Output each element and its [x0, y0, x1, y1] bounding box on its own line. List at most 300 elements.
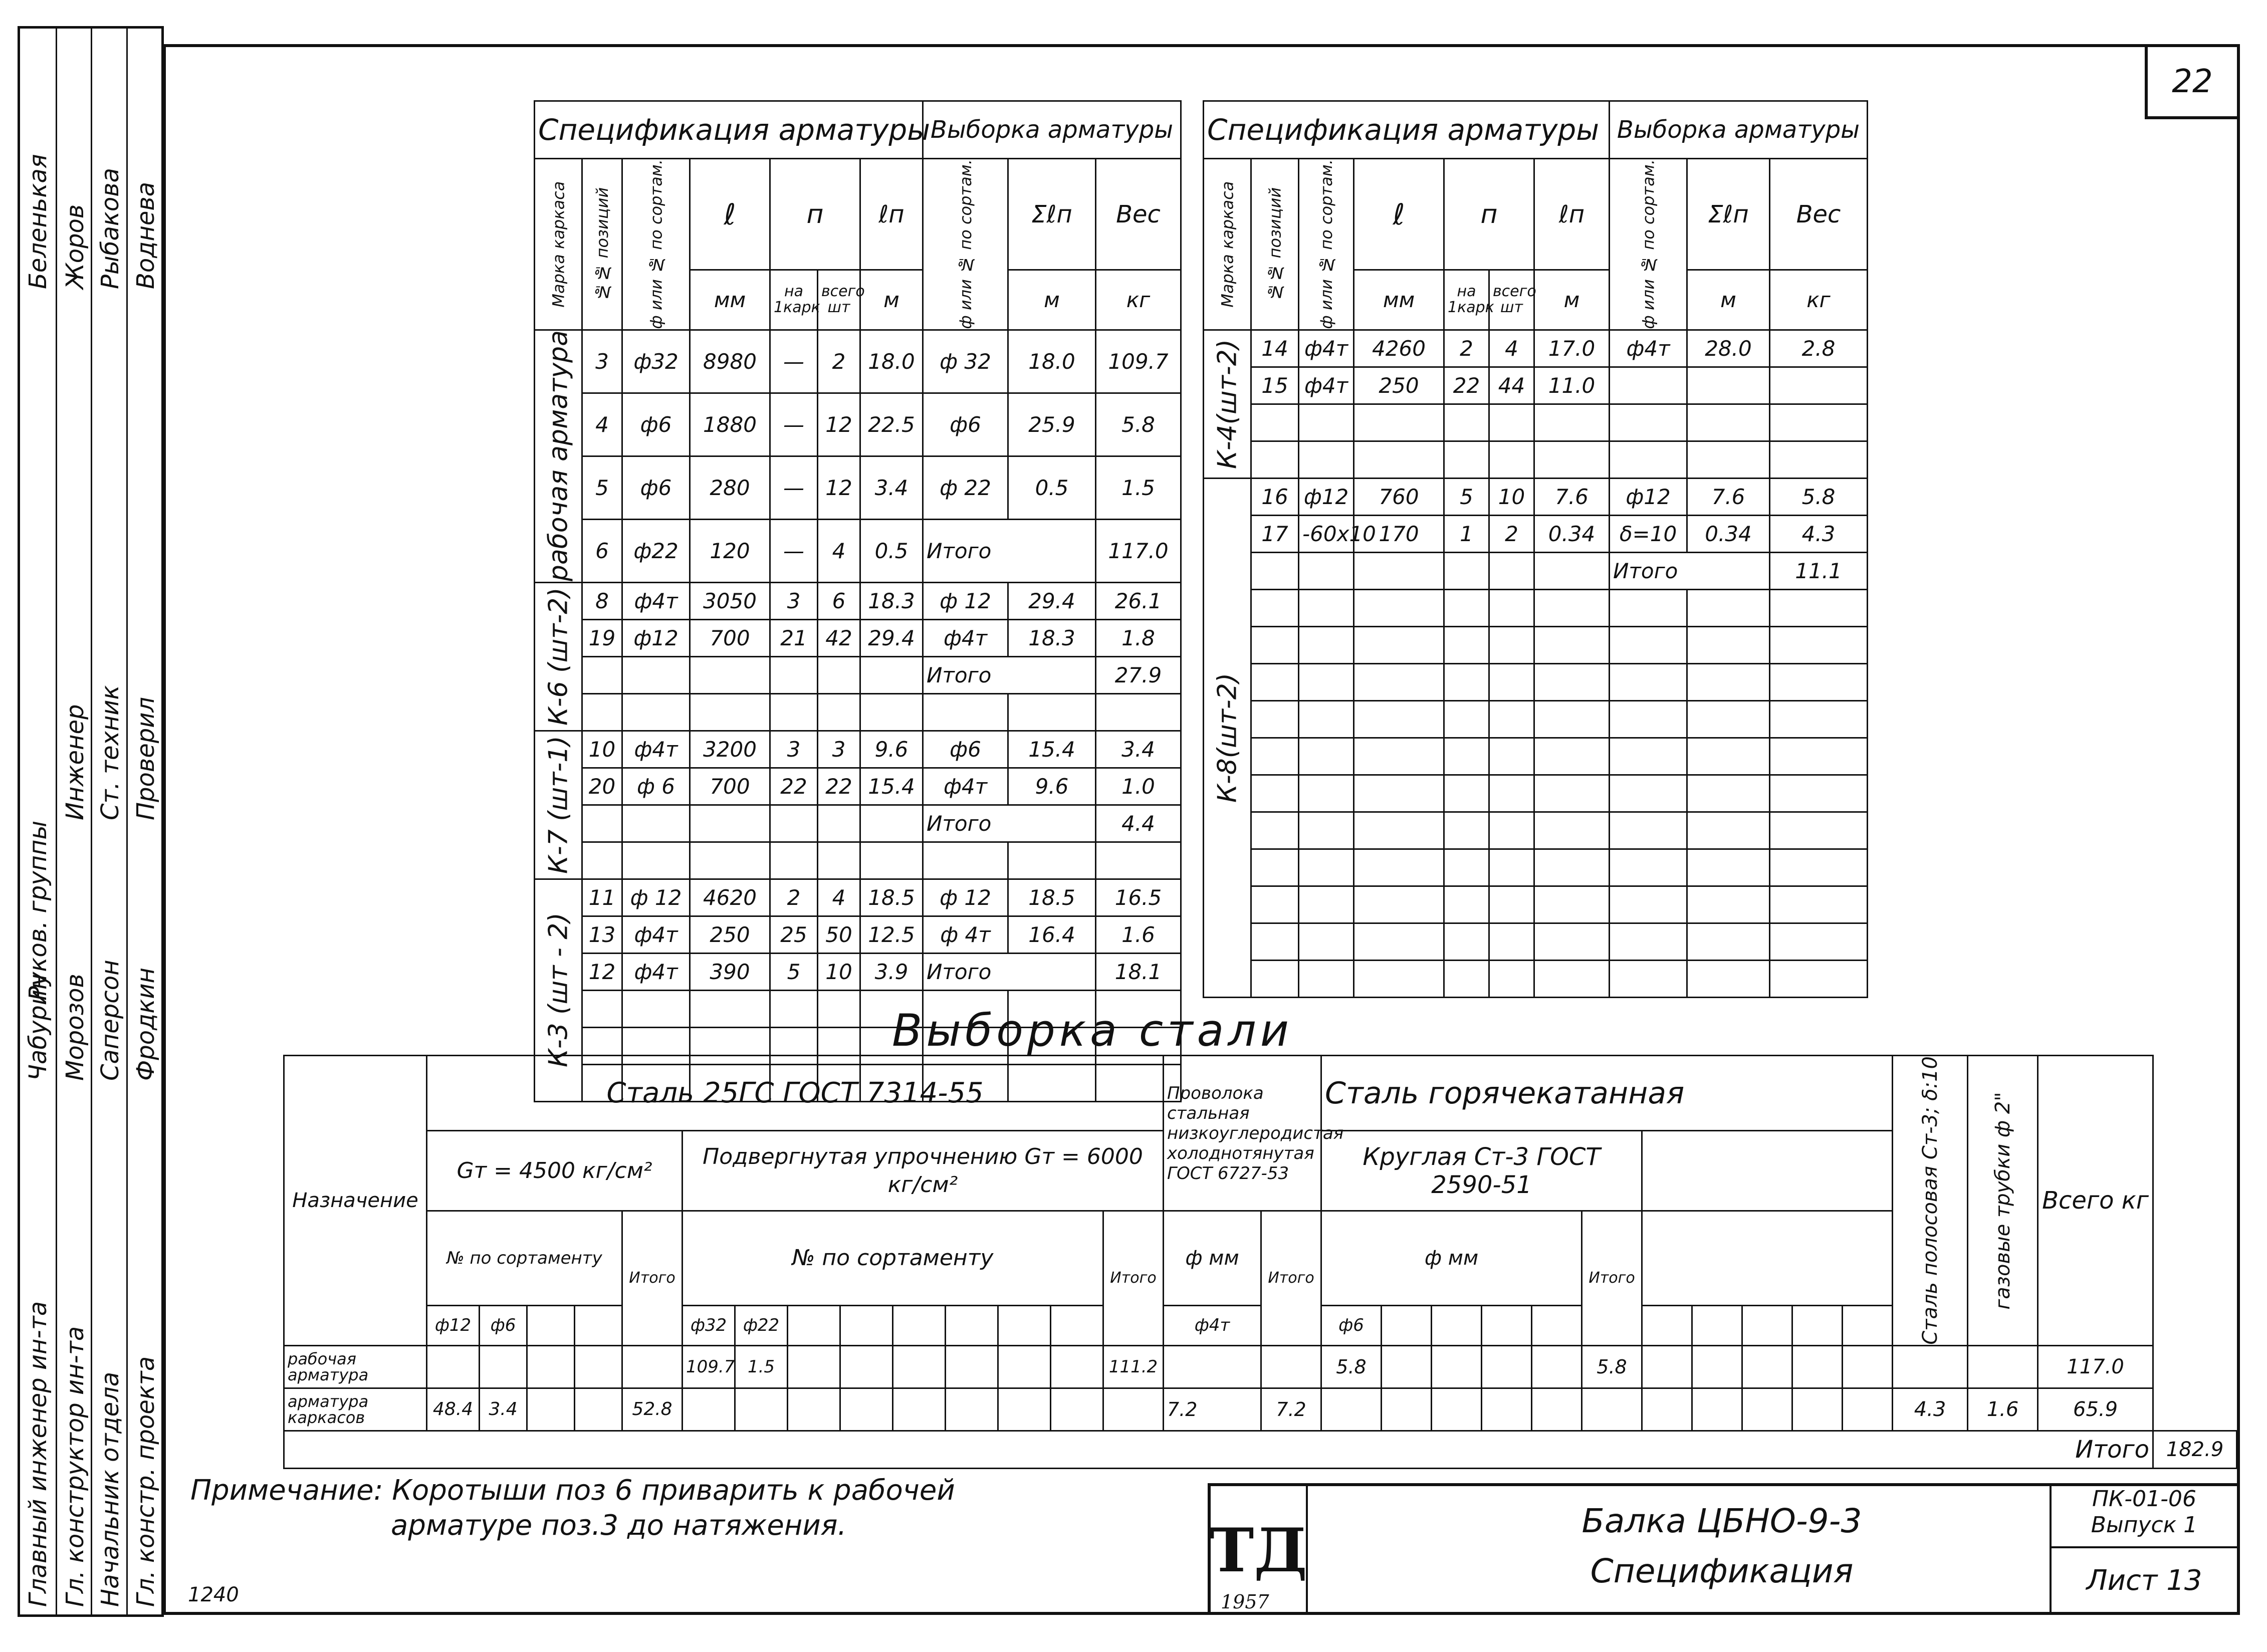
- table-cell: [1687, 367, 1770, 404]
- table-row: [1204, 626, 1868, 663]
- table-cell: [1008, 842, 1096, 879]
- table-cell: ф 32: [923, 330, 1008, 393]
- table-cell: [770, 805, 818, 842]
- table-cell: 390: [690, 953, 770, 990]
- table-cell: 6: [582, 519, 622, 582]
- table-cell: [1489, 775, 1534, 812]
- group-label: К-4(шт-2): [1204, 330, 1251, 478]
- sheet-number: 22: [2145, 44, 2240, 119]
- table-cell: [1354, 812, 1444, 849]
- table-cell: 3200: [690, 731, 770, 768]
- table-cell: [1610, 441, 1687, 478]
- table-cell: [1534, 663, 1610, 700]
- table-cell: [1770, 923, 1868, 960]
- table-cell: [1299, 775, 1354, 812]
- table-cell: [1534, 775, 1610, 812]
- table-cell: [582, 805, 622, 842]
- table-cell: 18.5: [860, 879, 923, 916]
- table-cell: 12.5: [860, 916, 923, 953]
- strip-steel-header: Сталь полосовая Ст-3; δ:10: [1893, 1056, 1968, 1346]
- table-cell: [1770, 626, 1868, 663]
- corner-number: 1240: [188, 1583, 239, 1606]
- table-cell: 11.0: [1534, 367, 1610, 404]
- table-cell: 18.1: [1096, 953, 1181, 990]
- table-cell: [1687, 404, 1770, 441]
- stamp-role: Начальник отдела: [96, 1371, 124, 1607]
- table-cell: [923, 842, 1008, 879]
- table-cell: ф6: [923, 731, 1008, 768]
- table-cell: 11.1: [1770, 552, 1868, 589]
- table-cell: [1610, 367, 1687, 404]
- table-cell: [770, 842, 818, 879]
- title-code: ПК-01-06 Выпуск 1: [2050, 1486, 2237, 1548]
- table-row: [535, 805, 1181, 842]
- table-row: [535, 768, 1181, 805]
- table-cell: [1770, 404, 1868, 441]
- table-cell: ф4т: [1299, 330, 1354, 367]
- logo-year: 1957: [1221, 1591, 1269, 1613]
- col-l: ℓ: [1354, 159, 1444, 270]
- table-cell: [923, 693, 1008, 731]
- table-cell: [1489, 663, 1534, 700]
- table-cell: [1687, 812, 1770, 849]
- table-cell: 9.6: [860, 731, 923, 768]
- table-cell: [1096, 693, 1181, 731]
- table-cell: [1299, 812, 1354, 849]
- col-ln: ℓп: [860, 159, 923, 270]
- table-row: [1204, 700, 1868, 738]
- table-cell: [1299, 738, 1354, 775]
- table-cell: [860, 656, 923, 693]
- table-cell: —: [770, 330, 818, 393]
- table-cell: ф4т: [622, 731, 690, 768]
- table-cell: Итого: [923, 805, 1096, 842]
- col-sel-phi: ф или № по сортам.: [1610, 159, 1687, 330]
- note-line-2: арматуре поз.3 до натяжения.: [391, 1509, 847, 1542]
- cell-value: 52.8: [622, 1388, 683, 1431]
- hardened-header: Подвергнутая упрочнению Gт = 6000 кг/см²: [683, 1131, 1164, 1211]
- wire-header: Проволока стальная низкоуглеродистая холоднотянутая ГОСТ 6727-53: [1164, 1056, 1321, 1211]
- table-cell: [1299, 849, 1354, 886]
- table-cell: [770, 656, 818, 693]
- table-cell: 18.3: [860, 582, 923, 619]
- table-cell: [1444, 552, 1489, 589]
- table-cell: 1.8: [1096, 619, 1181, 656]
- col-phi6-round: ф6: [1321, 1305, 1382, 1345]
- table-cell: [1687, 589, 1770, 626]
- table-cell: ф4т: [622, 953, 690, 990]
- table-cell: 26.1: [1096, 582, 1181, 619]
- institute-logo: [1211, 1486, 1308, 1615]
- by-sort-1: № по сортаменту: [427, 1211, 622, 1306]
- table-cell: [1444, 849, 1489, 886]
- title-main: [1321, 1496, 2123, 1596]
- table-cell: [1489, 700, 1534, 738]
- table-cell: 5: [582, 456, 622, 519]
- table-cell: [1534, 700, 1610, 738]
- table-cell: [1251, 589, 1299, 626]
- table-cell: [1251, 441, 1299, 478]
- table-cell: [1354, 886, 1444, 923]
- table-cell: [1534, 960, 1610, 997]
- table-cell: [1489, 923, 1534, 960]
- table-cell: [1354, 404, 1444, 441]
- stamp-role: Ст. техник: [96, 685, 124, 820]
- unit-m: м: [860, 270, 923, 330]
- table-cell: δ=10: [1610, 515, 1687, 552]
- table-cell: [860, 842, 923, 879]
- table-cell: [1354, 626, 1444, 663]
- table-row: [1204, 515, 1868, 552]
- table-cell: 17: [1251, 515, 1299, 552]
- stamp-col-1: [20, 29, 56, 1614]
- col-phi4t: ф4т: [1164, 1305, 1261, 1345]
- table-row: [1204, 552, 1868, 589]
- table-cell: [1534, 589, 1610, 626]
- table-cell: [1534, 441, 1610, 478]
- steel-selection-title: Выборка стали: [892, 1005, 1293, 1056]
- table-cell: [1299, 700, 1354, 738]
- table-cell: [1251, 404, 1299, 441]
- table-cell: 4.3: [1770, 515, 1868, 552]
- table-cell: [1534, 626, 1610, 663]
- table-cell: —: [770, 393, 818, 456]
- table-cell: 22: [1444, 367, 1489, 404]
- col-phi6: ф6: [480, 1305, 527, 1345]
- table-cell: 4.4: [1096, 805, 1181, 842]
- grand-total-value: 182.9: [2153, 1431, 2237, 1468]
- table-cell: 170: [1354, 515, 1444, 552]
- table-cell: [818, 842, 860, 879]
- col-phi: ф или № по сортам.: [1299, 159, 1354, 330]
- table-cell: 11: [582, 879, 622, 916]
- col-mark: Марка каркаса: [1204, 159, 1251, 330]
- table-cell: [1354, 849, 1444, 886]
- table-cell: —: [770, 519, 818, 582]
- note: [190, 1473, 955, 1543]
- stamp-name: Чабурин: [24, 974, 52, 1081]
- phi-mm-2: ф мм: [1321, 1211, 1582, 1306]
- table-cell: 0.34: [1534, 515, 1610, 552]
- table-cell: 4260: [1354, 330, 1444, 367]
- table-cell: [1299, 960, 1354, 997]
- cell-value: 1.6: [1968, 1388, 2038, 1431]
- table-cell: [1299, 886, 1354, 923]
- col-pos: №№ позиций: [1251, 159, 1299, 330]
- table-row: [1204, 960, 1868, 997]
- table-cell: ф32: [622, 330, 690, 393]
- table-cell: [860, 805, 923, 842]
- table-cell: [1354, 663, 1444, 700]
- table-cell: 27.9: [1096, 656, 1181, 693]
- table-cell: 13: [582, 916, 622, 953]
- steel-25gs: Сталь 25ГС ГОСТ 7314-55: [427, 1056, 1164, 1131]
- note-line-1: Коротыши поз 6 приварить к рабочей: [392, 1474, 955, 1507]
- table-cell: [690, 693, 770, 731]
- table-cell: [690, 990, 770, 1027]
- table-cell: [582, 842, 622, 879]
- table-cell: [1444, 404, 1489, 441]
- stamp-role: Главный инженер ин-та: [24, 1301, 52, 1607]
- table-cell: ф 4т: [923, 916, 1008, 953]
- table-cell: [1444, 775, 1489, 812]
- table-cell: [1354, 589, 1444, 626]
- steel-selection-table: [283, 1055, 2237, 1469]
- pipes-header: газовые трубки ф 2": [1968, 1056, 2038, 1346]
- table-cell: 22: [818, 768, 860, 805]
- table-cell: Итого: [923, 656, 1096, 693]
- col-phi32: ф32: [683, 1305, 735, 1345]
- title-sheet: Лист 13: [2050, 1546, 2237, 1615]
- table-cell: [1534, 812, 1610, 849]
- col-sum: Σℓп: [1687, 159, 1770, 270]
- table-cell: ф4т: [622, 582, 690, 619]
- table-cell: 3: [770, 582, 818, 619]
- table-cell: [770, 990, 818, 1027]
- table-cell: [1444, 441, 1489, 478]
- table-cell: [1687, 849, 1770, 886]
- table-cell: 10: [818, 953, 860, 990]
- stamp-name: Беленькая: [24, 154, 52, 289]
- table-cell: [1770, 589, 1868, 626]
- table-cell: [1534, 738, 1610, 775]
- table-cell: [690, 656, 770, 693]
- table-cell: 12: [582, 953, 622, 990]
- table-cell: 250: [1354, 367, 1444, 404]
- table-cell: 44: [1489, 367, 1534, 404]
- table-cell: [1534, 404, 1610, 441]
- col-n-per: на 1карк: [1444, 270, 1489, 330]
- table-row: [535, 953, 1181, 990]
- unit-kg: кг: [1096, 270, 1181, 330]
- table-cell: 3.4: [1096, 731, 1181, 768]
- table-cell: [1251, 552, 1299, 589]
- select-title: Выборка арматуры: [923, 101, 1181, 159]
- table-cell: 3: [770, 731, 818, 768]
- row-frames-label: арматура каркасов: [284, 1388, 427, 1431]
- unit-m: м: [1008, 270, 1096, 330]
- table-cell: [1687, 886, 1770, 923]
- col-n-total: всего шт: [1489, 270, 1534, 330]
- table-cell: ф 12: [923, 879, 1008, 916]
- cell-value: 109.7: [683, 1345, 735, 1388]
- table-cell: [690, 805, 770, 842]
- table-cell: [818, 656, 860, 693]
- stamp-col-2: [56, 29, 91, 1614]
- group-label: К-7 (шт-1): [535, 731, 582, 879]
- table-cell: 16: [1251, 478, 1299, 515]
- table-row: [535, 656, 1181, 693]
- table-cell: [1687, 960, 1770, 997]
- table-cell: [1251, 775, 1299, 812]
- stamp-col-3: [91, 29, 126, 1614]
- table-row: [1204, 330, 1868, 367]
- table-row: [1204, 923, 1868, 960]
- table-row: [1204, 775, 1868, 812]
- table-cell: 0.5: [1008, 456, 1096, 519]
- table-cell: [1299, 663, 1354, 700]
- table-cell: [1770, 441, 1868, 478]
- table-cell: 25: [770, 916, 818, 953]
- table-cell: [860, 693, 923, 731]
- table-row: [1204, 478, 1868, 515]
- table-cell: 3: [818, 731, 860, 768]
- table-cell: [1687, 775, 1770, 812]
- table-cell: [1251, 849, 1299, 886]
- table-cell: ф6: [622, 456, 690, 519]
- table-cell: 3: [582, 330, 622, 393]
- table-row: [1204, 589, 1868, 626]
- table-cell: [1770, 886, 1868, 923]
- table-row: [1204, 441, 1868, 478]
- table-cell: [770, 693, 818, 731]
- col-mark: Марка каркаса: [535, 159, 582, 330]
- unit-kg: кг: [1770, 270, 1868, 330]
- table-cell: 8: [582, 582, 622, 619]
- table-cell: 760: [1354, 478, 1444, 515]
- table-cell: ф6: [923, 393, 1008, 456]
- table-cell: 17.0: [1534, 330, 1610, 367]
- right-spec-table: [1203, 100, 1868, 998]
- table-cell: [818, 693, 860, 731]
- table-cell: [622, 842, 690, 879]
- table-cell: 9.6: [1008, 768, 1096, 805]
- table-cell: ф12: [1610, 478, 1687, 515]
- table-cell: [1354, 775, 1444, 812]
- table-cell: [1444, 960, 1489, 997]
- table-cell: ф4т: [923, 768, 1008, 805]
- table-cell: [1299, 552, 1354, 589]
- table-cell: 8980: [690, 330, 770, 393]
- table-cell: [1610, 404, 1687, 441]
- col-l: ℓ: [690, 159, 770, 270]
- col-weight: Вес: [1770, 159, 1868, 270]
- title-block: [1208, 1483, 2240, 1615]
- table-cell: 10: [582, 731, 622, 768]
- table-cell: 4: [1489, 330, 1534, 367]
- unit-mm: мм: [1354, 270, 1444, 330]
- unit-m: м: [1534, 270, 1610, 330]
- table-cell: 1.6: [1096, 916, 1181, 953]
- table-cell: 2: [770, 879, 818, 916]
- cell-value: 5.8: [1321, 1345, 1382, 1388]
- table-cell: [818, 990, 860, 1027]
- table-row: [535, 879, 1181, 916]
- table-cell: [1354, 441, 1444, 478]
- table-cell: [1444, 589, 1489, 626]
- empty-header: [1642, 1131, 1893, 1211]
- table-cell: 2: [818, 330, 860, 393]
- phi-mm-1: ф мм: [1164, 1211, 1261, 1306]
- table-cell: [582, 693, 622, 731]
- table-cell: 50: [818, 916, 860, 953]
- table-cell: [1489, 738, 1534, 775]
- cell-value: 1.5: [735, 1345, 788, 1388]
- table-row: [535, 330, 1181, 393]
- table-cell: 250: [690, 916, 770, 953]
- table-cell: [622, 656, 690, 693]
- cell-value: 3.4: [480, 1388, 527, 1431]
- stamp-role: Проверил: [131, 696, 160, 820]
- table-cell: [1251, 960, 1299, 997]
- grand-total-label: Итого: [1968, 1431, 2153, 1468]
- table-cell: ф4т: [923, 619, 1008, 656]
- table-cell: ф 12: [622, 879, 690, 916]
- table-cell: 3050: [690, 582, 770, 619]
- table-cell: [582, 990, 622, 1027]
- table-cell: ф4т: [1610, 330, 1687, 367]
- table-cell: [1096, 842, 1181, 879]
- table-cell: 12: [818, 393, 860, 456]
- table-cell: [1489, 849, 1534, 886]
- table-cell: [1299, 923, 1354, 960]
- table-cell: 12: [818, 456, 860, 519]
- stamp-name: Рыбакова: [96, 168, 124, 289]
- table-cell: 5: [770, 953, 818, 990]
- col-n-total: всего шт: [818, 270, 860, 330]
- title-subtitle: Спецификация: [1590, 1552, 1854, 1590]
- table-cell: Итого: [923, 953, 1096, 990]
- table-cell: 0.34: [1687, 515, 1770, 552]
- table-row: [535, 693, 1181, 731]
- table-cell: [1489, 812, 1534, 849]
- table-cell: 6: [818, 582, 860, 619]
- table-row: [1204, 404, 1868, 441]
- table-cell: [1251, 700, 1299, 738]
- table-row: [535, 582, 1181, 619]
- cell-value: 111.2: [1103, 1345, 1164, 1388]
- table-cell: [1444, 923, 1489, 960]
- table-cell: [1251, 886, 1299, 923]
- stamp-role: Руков. группы: [24, 820, 52, 1001]
- table-cell: [1251, 923, 1299, 960]
- hotrolled-header: Сталь горячекатанная: [1321, 1056, 1893, 1131]
- table-cell: ф12: [622, 619, 690, 656]
- table-cell: 16.4: [1008, 916, 1096, 953]
- cell-value: 5.8: [1582, 1345, 1642, 1388]
- table-cell: ф 12: [923, 582, 1008, 619]
- table-row: [1204, 812, 1868, 849]
- cell-value: 65.9: [2038, 1388, 2153, 1431]
- round-steel-header: Круглая Ст-3 ГОСТ 2590-51: [1321, 1131, 1642, 1211]
- table-cell: [1687, 923, 1770, 960]
- table-cell: [1299, 589, 1354, 626]
- table-cell: [1770, 849, 1868, 886]
- table-cell: 10: [1489, 478, 1534, 515]
- stamp-col-4: [126, 29, 162, 1614]
- table-cell: 16.5: [1096, 879, 1181, 916]
- table-row: [1204, 849, 1868, 886]
- row-working-label: рабочая арматура: [284, 1345, 427, 1388]
- spec-title: Спецификация арматуры: [535, 101, 923, 159]
- stamp-name: Фродкин: [131, 968, 160, 1081]
- table-row: [535, 393, 1181, 456]
- col-pos: №№ позиций: [582, 159, 622, 330]
- table-cell: 2: [1444, 330, 1489, 367]
- total-kg-header: Всего кг: [2038, 1056, 2153, 1346]
- table-cell: [1770, 812, 1868, 849]
- col-n: п: [1444, 159, 1534, 270]
- col-sel-phi: ф или № по сортам.: [923, 159, 1008, 330]
- table-cell: 15.4: [860, 768, 923, 805]
- table-cell: [1610, 923, 1687, 960]
- table-cell: 4: [818, 879, 860, 916]
- table-cell: ф22: [622, 519, 690, 582]
- stamp-role: Гл. конструктор ин-та: [61, 1326, 89, 1607]
- table-cell: [1770, 775, 1868, 812]
- table-cell: [1489, 404, 1534, 441]
- table-cell: ф6: [622, 393, 690, 456]
